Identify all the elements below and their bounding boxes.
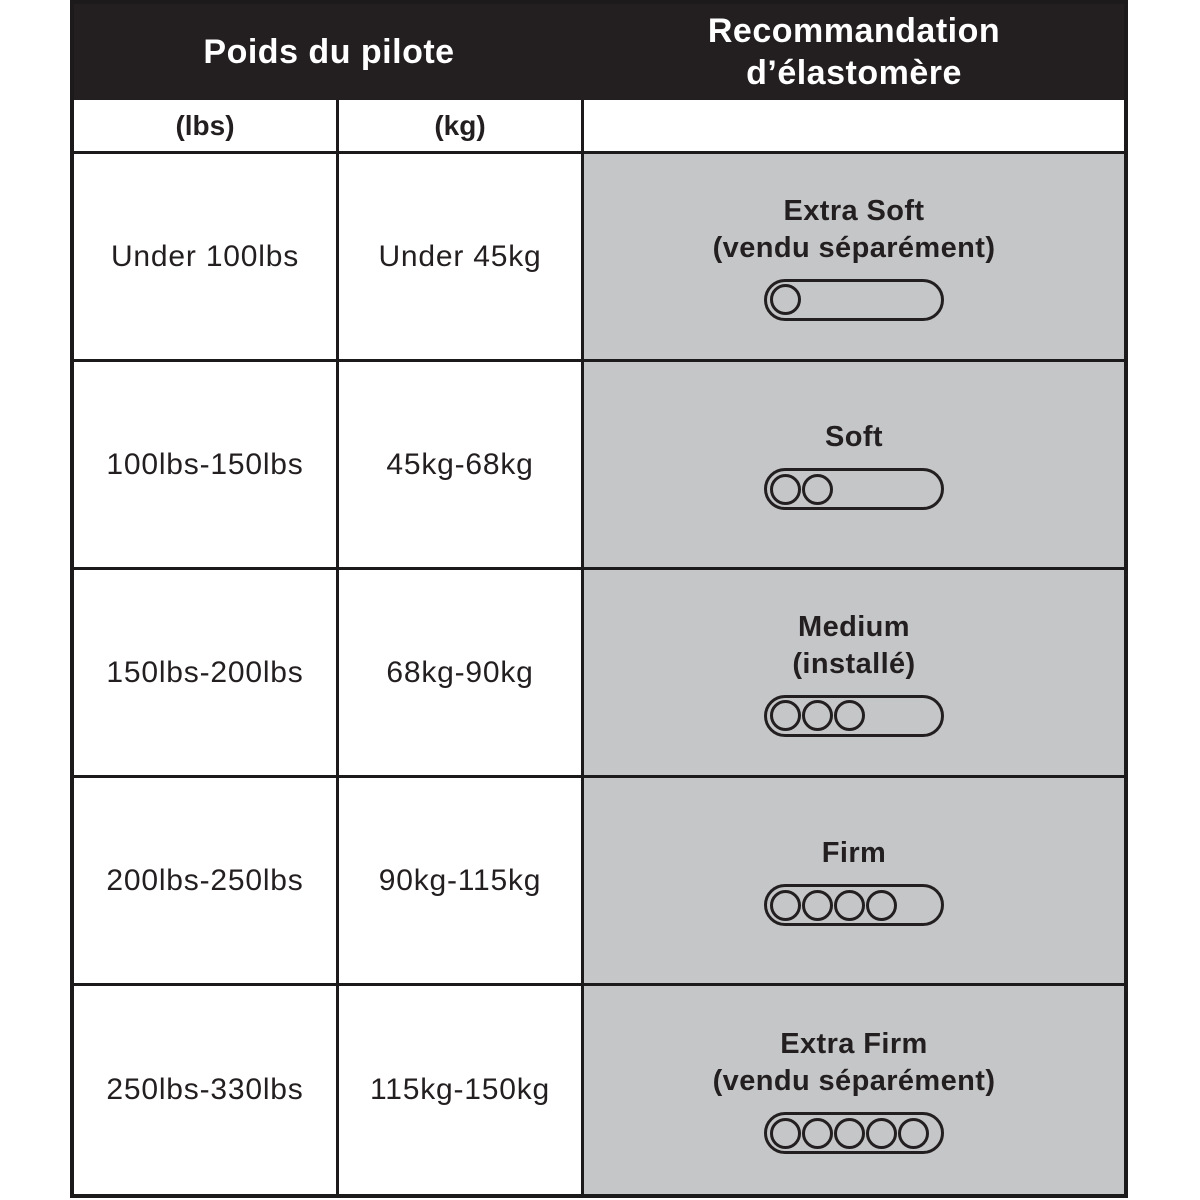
elastomer-dot: [802, 1118, 833, 1149]
header-reco-line2: d’élastomère: [746, 54, 962, 92]
elastomer-note: (installé): [792, 647, 916, 680]
elastomer-dot: [866, 890, 897, 921]
weight-kg-cell: 45kg-68kg: [339, 362, 584, 570]
elastomer-dot: [802, 700, 833, 731]
header-reco-line1: Recommandation: [707, 12, 1001, 50]
recommendation-cell: [584, 362, 1124, 570]
header-recommendation-title: [584, 4, 1124, 100]
elastomer-dot: [770, 284, 801, 315]
recommendation-cell: [584, 154, 1124, 362]
elastomer-pill-icon: [764, 1112, 944, 1154]
weight-lbs-cell: 200lbs-250lbs: [74, 778, 339, 986]
elastomer-pill-icon: [764, 468, 944, 510]
elastomer-dot: [770, 890, 801, 921]
weight-kg-cell: 115kg-150kg: [339, 986, 584, 1194]
weight-lbs-cell: 150lbs-200lbs: [74, 570, 339, 778]
unit-header-empty: [584, 100, 1124, 154]
elastomer-dot: [802, 890, 833, 921]
recommendation-cell: [584, 570, 1124, 778]
elastomer-pill-icon: [764, 279, 944, 321]
elastomer-pill-icon: [764, 695, 944, 737]
elastomer-dot: [770, 474, 801, 505]
header-weight-label: Poids du pilote: [203, 33, 455, 71]
weight-kg-cell: 68kg-90kg: [339, 570, 584, 778]
elastomer-note: (vendu séparément): [712, 1065, 996, 1097]
weight-kg-cell: Under 45kg: [339, 154, 584, 362]
elastomer-dot: [898, 1118, 929, 1149]
elastomer-name: Extra Soft: [783, 194, 925, 227]
elastomer-dot: [834, 890, 865, 921]
weight-kg-cell: 90kg-115kg: [339, 778, 584, 986]
recommendation-cell: [584, 778, 1124, 986]
weight-lbs-cell: 100lbs-150lbs: [74, 362, 339, 570]
unit-header-lbs: (lbs): [74, 100, 339, 154]
unit-header-kg: (kg): [339, 100, 584, 154]
elastomer-name: Medium: [798, 610, 910, 643]
elastomer-note: (vendu séparément): [712, 231, 996, 264]
recommendation-cell: [584, 986, 1124, 1194]
elastomer-name: Extra Firm: [780, 1028, 928, 1060]
elastomer-dot: [802, 474, 833, 505]
elastomer-name: Soft: [825, 421, 883, 453]
weight-lbs-cell: Under 100lbs: [74, 154, 339, 362]
elastomer-dot: [866, 1118, 897, 1149]
elastomer-pill-icon: [764, 884, 944, 926]
elastomer-dot: [834, 700, 865, 731]
weight-lbs-cell: 250lbs-330lbs: [74, 986, 339, 1194]
elastomer-dot: [770, 1118, 801, 1149]
elastomer-dot: [834, 1118, 865, 1149]
elastomer-name: Firm: [821, 837, 887, 869]
elastomer-table: [70, 0, 1128, 1198]
header-weight-title: [74, 4, 584, 100]
elastomer-dot: [770, 700, 801, 731]
